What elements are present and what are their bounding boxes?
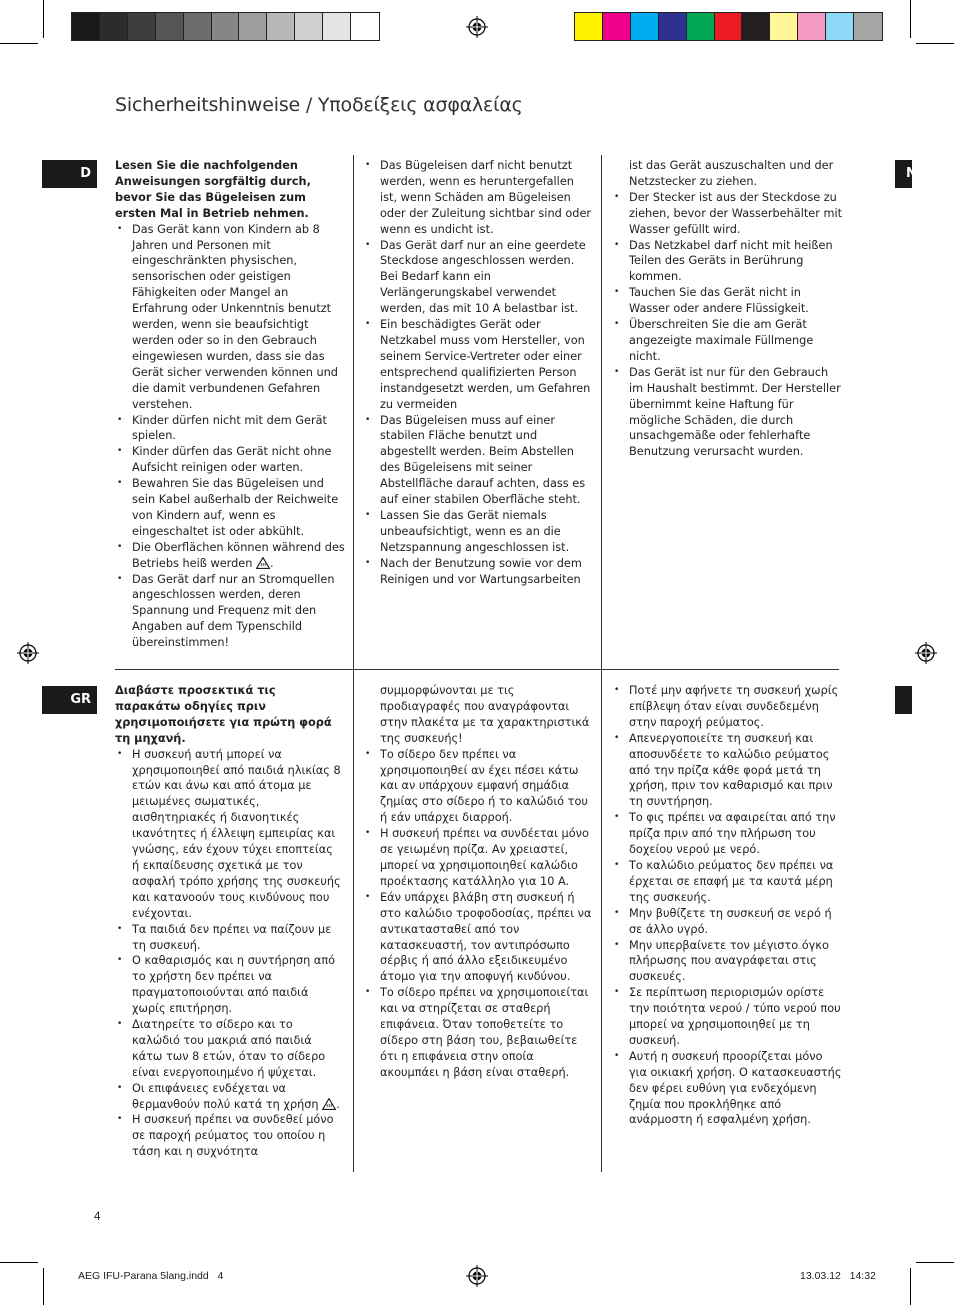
gr-column-2 — [363, 683, 593, 1081]
list-item: • Οι επιφάνειες ενδέχεται να θερμανθούν πολύ κατά τη χρήση . — [115, 1081, 343, 1113]
list-item: • Kinder dürfen das Gerät nicht ohne Aufsicht reinigen oder warten. — [115, 444, 345, 476]
list-item: • Tauchen Sie das Gerät nicht in Wasser oder andere Flüssigkeit. — [612, 285, 844, 317]
color-swatch — [854, 13, 882, 40]
registration-mark-icon — [466, 1265, 488, 1287]
color-swatch — [603, 13, 631, 40]
color-swatch — [295, 13, 323, 40]
list-item: • Der Stecker ist aus der Steckdose zu ziehen, bevor der Wasserbehälter mit Wasser gefüllt wird. — [612, 190, 844, 238]
list-item: • Das Gerät kann von Kindern ab 8 Jahren und Personen mit eingeschränkten physischen, sensorischen oder geistigen Fähigkeiten oder Mangel an Erfahrung oder Unkenntnis benutzt werden, wenn sie beaufsichtigt werden oder so in den Gebrauch eingewiesen wurden, dass sie das Gerät sicher verwenden können und die damit verbundenen Gefahren verstehen. — [115, 222, 345, 413]
page-title: Sicherheitshinweise / Υποδείξεις ασφαλείας — [115, 94, 523, 116]
list-item: • Αυτή η συσκευή προορίζεται μόνο για οικιακή χρήση. Ο κατασκευαστής δεν φέρει ευθύνη για ενδεχόμενη ζημία που προκλήθηκε από ανάρμοστη ή εσφαλμένη χρήση. — [612, 1049, 844, 1129]
column-divider — [601, 155, 602, 670]
color-swatch — [239, 13, 267, 40]
list-item-continuation: συμμορφώνονται με τις προδιαγραφές που αναγράφονται στην πλακέτα με τα χαρακτηριστικά της συσκευής! — [380, 684, 590, 745]
list-item: • Das Netzkabel darf nicht mit heißen Teilen des Geräts in Berührung kommen. — [612, 238, 844, 286]
language-tag-gr: GR — [42, 686, 97, 714]
list-item: • Überschreiten Sie die am Gerät angezeigte maximale Füllmenge nicht. — [612, 317, 844, 365]
color-swatch — [826, 13, 854, 40]
list-item: • Διατηρείτε το σίδερο και το καλώδιό του μακριά από παιδιά κάτω των 8 ετών, όταν το σίδερο είναι ενεργοποιημένο ή ψύχεται. — [115, 1017, 343, 1081]
list-item: • Ποτέ μην αφήνετε τη συσκευή χωρίς επίβλεψη όταν είναι συνδεδεμένη στην παροχή ρεύματος. — [612, 683, 844, 731]
gr-column-1 — [115, 683, 343, 1160]
list-item: • Das Gerät darf nur an eine geerdete Steckdose angeschlossen werden. Bei Bedarf kann ein Verlängerungskabel verwendet werden, das mit 10 A belastbar ist. — [363, 238, 593, 318]
list-item-text: Οι επιφάνειες ενδέχεται να θερμανθούν πολύ κατά τη χρήση — [132, 1081, 319, 1111]
crop-mark — [43, 1268, 44, 1305]
date-time: 13.03.12 14:32 — [800, 1270, 876, 1282]
gr-list-1 — [115, 747, 343, 1161]
list-item: • Ein beschädigtes Gerät oder Netzkabel muss vom Hersteller, von seinem Service-Vertreter oder einer entsprechend qualifizierten Person instandgesetzt werden, um Gefahren zu vermeiden — [363, 317, 593, 412]
gr-list-3 — [612, 683, 844, 1128]
list-item: • Das Gerät darf nur an Stromquellen angeschlossen werden, deren Spannung und Frequenz mit den Angaben auf dem Typenschild übereinstimmen! — [115, 572, 345, 652]
list-item: • Kinder dürfen nicht mit dem Gerät spielen. — [115, 413, 345, 445]
list-item: • Το σίδερο δεν πρέπει να χρησιμοποιηθεί αν έχει πέσει κάτω και αν υπάρχουν εμφανή σημάδια ζημίας στο σίδερο ή το καλώδιό του ή εάν υπάρχει διαρροή. — [363, 747, 593, 827]
section-divider — [115, 669, 839, 670]
list-item: • Το σίδερο πρέπει να χρησιμοποιείται και να στηρίζεται σε σταθερή επιφάνεια. Όταν τοποθετείτε το σίδερο στη βάση του, βεβαιωθείτε ότι η επιφάνεια στην οποία ακουμπάει η βάση είναι σταθερή. — [363, 985, 593, 1080]
de-column-3 — [612, 158, 844, 460]
list-item: • Τα παιδιά δεν πρέπει να παίζουν με τη συσκευή. — [115, 922, 343, 954]
color-swatch — [715, 13, 743, 40]
list-item: • Το καλώδιο ρεύματος δεν πρέπει να έρχεται σε επαφή με τα καυτά μέρη της συσκευής. — [612, 858, 844, 906]
de-column-2 — [363, 158, 593, 587]
color-swatch — [267, 13, 295, 40]
hot-surface-warning-icon — [322, 1098, 336, 1110]
color-swatch — [351, 13, 379, 40]
column-divider — [353, 155, 354, 670]
color-swatch — [659, 13, 687, 40]
de-list-3 — [612, 158, 844, 460]
list-item: • Εάν υπάρχει βλάβη στη συσκευή ή στο καλώδιο τροφοδοσίας, πρέπει να αντικατασταθεί από τον κατασκευαστή, τον αντιπρόσωπο σέρβις ή από άλλο εξειδικευμένο άτομο για την αποφυγή κινδύνου. — [363, 890, 593, 985]
list-item-text: Die Oberflächen können während des Betriebs heiß werden — [132, 540, 345, 570]
crop-mark — [916, 43, 954, 44]
registration-mark-icon — [466, 16, 488, 38]
list-item: • Ο καθαρισμός και η συντήρηση από το χρήστη δεν πρέπει να πραγματοποιούνται από παιδιά χωρίς επιτήρηση. — [115, 953, 343, 1017]
de-intro: Lesen Sie die nachfolgenden Anweisungen sorgfältig durch, bevor Sie das Bügeleisen zum ersten Mal in Betrieb nehmen. — [115, 159, 311, 220]
crop-mark — [916, 1262, 954, 1263]
color-swatch — [742, 13, 770, 40]
list-item: • Die Oberflächen können während des Betriebs heiß werden . — [115, 540, 345, 572]
list-item: • Μην υπερβαίνετε τον μέγιστο όγκο πλήρωσης που αναγράφεται στις συσκευές. — [612, 938, 844, 986]
grayscale-color-bar — [71, 12, 380, 41]
color-swatch — [798, 13, 826, 40]
crop-mark — [0, 43, 38, 44]
column-divider — [601, 670, 602, 1172]
file-info: AEG IFU-Parana 5lang.indd 4 — [78, 1270, 224, 1282]
process-color-bar — [574, 12, 883, 41]
crop-mark — [43, 0, 44, 38]
color-swatch — [631, 13, 659, 40]
list-item: • Das Gerät ist nur für den Gebrauch im Haushalt bestimmt. Der Hersteller übernimmt keine Haftung für mögliche Schäden, die durch unsachgemäße oder fehlerhafte Benutzung verursacht wurden. — [612, 365, 844, 460]
gr-list-2 — [363, 683, 593, 1081]
color-swatch — [323, 13, 351, 40]
color-swatch — [770, 13, 798, 40]
color-swatch — [156, 13, 184, 40]
list-item: • Das Bügeleisen muss auf einer stabilen Fläche benutzt und abgestellt werden. Beim Abstellen des Bügeleisens mit seiner Abstellfläche darauf achten, dass es auf einer stabilen Oberfläche steht. — [363, 413, 593, 508]
list-item: • Das Bügeleisen darf nicht benutzt werden, wenn es heruntergefallen ist, wenn Schäden am Bügeleisen oder der Zuleitung sichtbar sind oder wenn es undicht ist. — [363, 158, 593, 238]
gr-intro: Διαβάστε προσεκτικά τις παρακάτω οδηγίες πριν χρησιμοποιήσετε για πρώτη φορά τη μηχανή. — [115, 684, 332, 745]
color-swatch — [184, 13, 212, 40]
color-swatch — [100, 13, 128, 40]
list-item: • Η συσκευή πρέπει να συνδεθεί μόνο σε παροχή ρεύματος του οποίου η τάση και η συχνότητα — [115, 1112, 343, 1160]
crop-mark — [0, 1262, 38, 1263]
list-item: • Απενεργοποιείτε τη συσκευή και αποσυνδέετε το καλώδιο ρεύματος από την πρίζα κάθε φορά μετά τη χρήση, πριν τον καθαρισμό και πριν τη συντήρηση. — [612, 731, 844, 811]
color-swatch — [575, 13, 603, 40]
list-item: • Nach der Benutzung sowie vor dem Reinigen und vor Wartungsarbeiten — [363, 556, 593, 588]
column-divider — [353, 670, 354, 1172]
language-tag-de: D — [42, 160, 97, 188]
registration-mark-icon — [915, 642, 937, 664]
color-swatch — [72, 13, 100, 40]
crop-mark — [910, 1268, 911, 1305]
list-item-continuation: ist das Gerät auszuschalten und der Netzstecker zu ziehen. — [629, 159, 834, 188]
list-item: • Bewahren Sie das Bügeleisen und sein Kabel außerhalb der Reichweite von Kindern auf, wenn es eingeschaltet ist oder abkühlt. — [115, 476, 345, 540]
list-item: • Η συσκευή πρέπει να συνδέεται μόνο σε γειωμένη πρίζα. Αν χρειαστεί, μπορεί να χρησιμοποιηθεί καλώδιο προέκτασης κατάλληλο για 10 A. — [363, 826, 593, 890]
color-swatch — [128, 13, 156, 40]
color-swatch — [687, 13, 715, 40]
list-item: • Η συσκευή αυτή μπορεί να χρησιμοποιηθεί από παιδιά ηλικίας 8 ετών και άνω και από άτομα με μειωμένες σωματικές, αισθητηριακές ή διανοητικές ικανότητες ή έλλειψη εμπειρίας και γνώσης, εάν έχουν τύχει εποπτείας ή εκπαίδευσης σχετικά με τον ασφαλή τρόπο χρήσης της συσκευής και κατανοούν τους κινδύνους που ενέχονται. — [115, 747, 343, 922]
list-item: • Σε περίπτωση περιορισμών ορίστε την ποιότητα νερού / τύπο νερού που μπορεί να χρησιμοποιηθεί με τη συσκευή. — [612, 985, 844, 1049]
gr-column-3 — [612, 683, 844, 1128]
color-swatch — [212, 13, 240, 40]
language-tag-right-gr — [895, 686, 912, 714]
list-item: • Το φις πρέπει να αφαιρείται από την πρίζα πριν από την πλήρωση του δοχείου νερού με νερό. — [612, 810, 844, 858]
hot-surface-warning-icon — [256, 557, 270, 569]
list-item: • Μην βυθίζετε τη συσκευή σε νερό ή σε άλλο υγρό. — [612, 906, 844, 938]
de-column-1 — [115, 158, 345, 651]
de-list-1 — [115, 222, 345, 651]
de-list-2 — [363, 158, 593, 587]
registration-mark-icon — [17, 642, 39, 664]
page-number: 4 — [94, 1211, 101, 1223]
language-tag-n: N — [895, 160, 912, 188]
list-item: • Lassen Sie das Gerät niemals unbeaufsichtigt, wenn es an die Netzspannung angeschlossen ist. — [363, 508, 593, 556]
crop-mark — [910, 0, 911, 38]
